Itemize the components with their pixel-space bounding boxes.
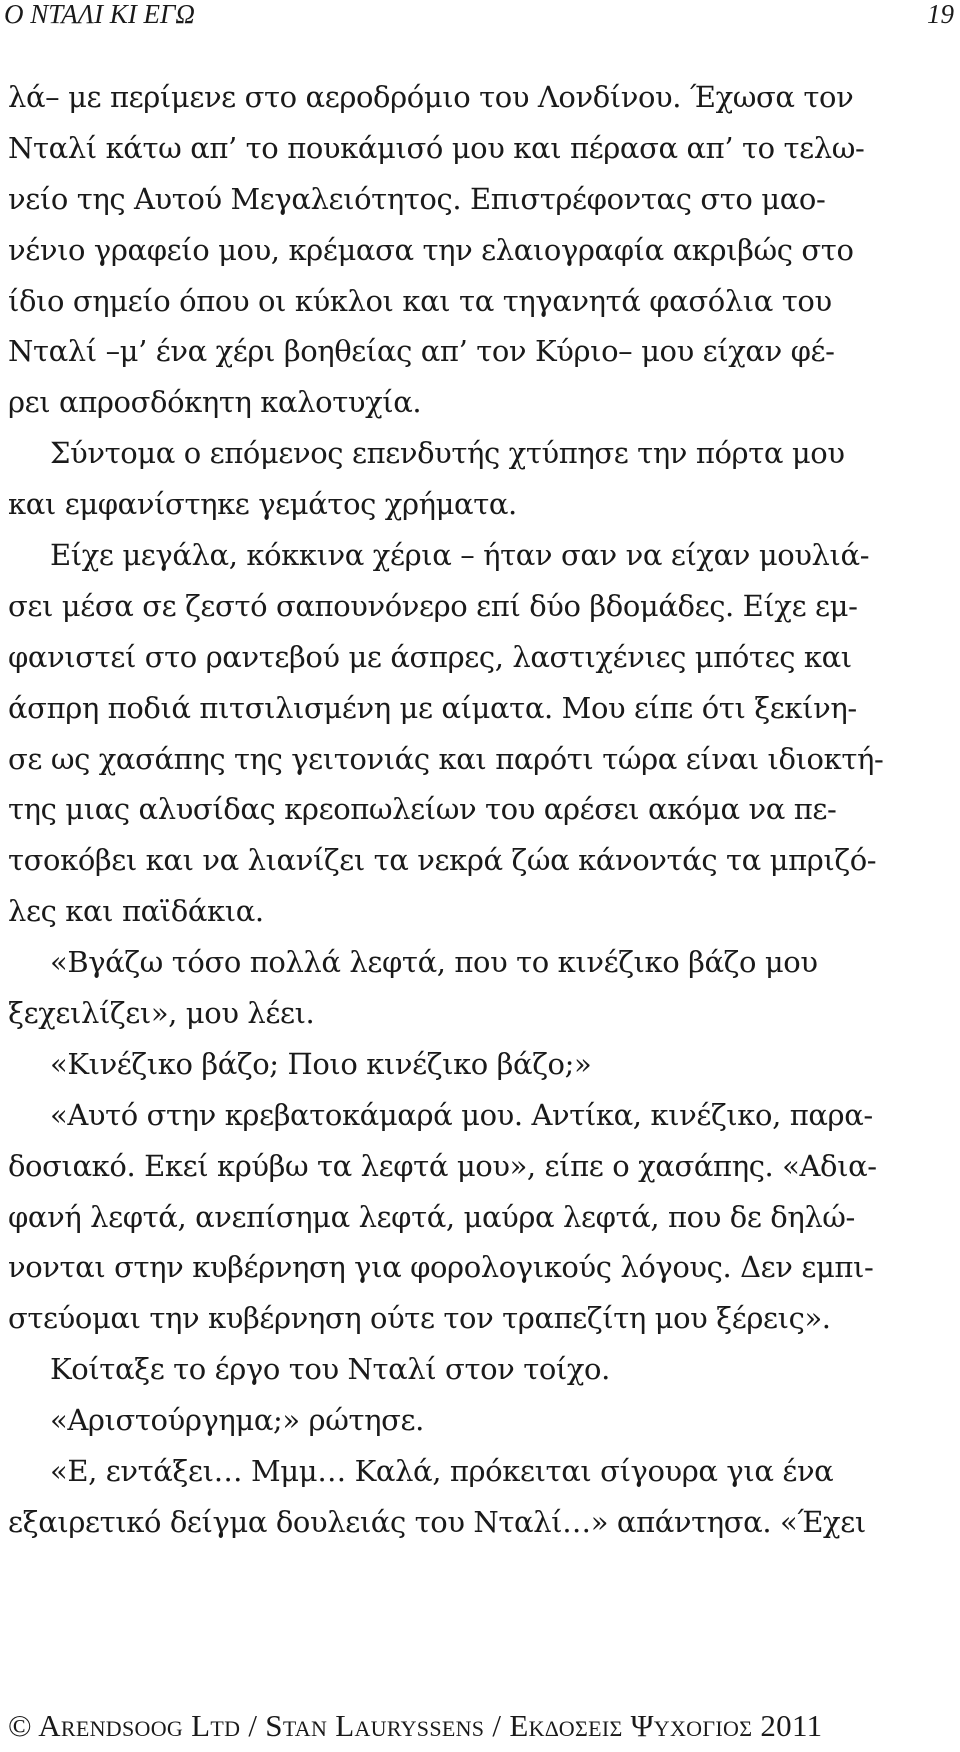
text-line: «Βγάζω τόσο πολλά λεφτά, που το κινέζικο βάζο μου (50, 945, 818, 980)
text-line: ίδιο σημείο όπου οι κύκλοι και τα τηγανητά φασόλια του (8, 283, 832, 318)
text-line: εξαιρετικό δείγμα δουλειάς του Νταλί…» απάντησα. «Έχει (8, 1504, 866, 1539)
running-header (4, 0, 954, 34)
text-line: της μιας αλυσίδας κρεοπωλείων του αρέσει ακόμα να πε- (8, 792, 837, 827)
text-line: «Αυτό στην κρεβατοκάμαρά μου. Αντίκα, κινέζικο, παρα- (50, 1097, 873, 1132)
text-line: τσοκόβει και να λιανίζει τα νεκρά ζώα κάνοντάς τα μπριζό- (8, 843, 877, 878)
text-line: δοσιακό. Εκεί κρύβω τα λεφτά μου», είπε ο χασάπης. «Αδια- (8, 1148, 877, 1183)
body-text (8, 72, 956, 1548)
text-line: Νταλί –μ’ ένα χέρι βοηθείας απ’ τον Κύριο– μου είχαν φέ- (8, 334, 835, 369)
text-line: «Ε, εντάξει… Μμμ… Καλά, πρόκειται σίγουρα για ένα (50, 1454, 834, 1489)
running-title: Ο ΝΤΑΛΙ ΚΙ ΕΓΩ (4, 0, 195, 29)
text-line: «Αριστούργημα;» ρώτησε. (50, 1403, 424, 1438)
text-line: Νταλί κάτω απ’ το πουκάμισό μου και πέρασα απ’ το τελω- (8, 130, 865, 165)
text-line: άσπρη ποδιά πιτσιλισμένη με αίματα. Μου είπε ότι ξεκίνη- (8, 690, 857, 725)
text-line: Κοίταξε το έργο του Νταλί στον τοίχο. (50, 1352, 610, 1387)
text-line: νένιο γραφείο μου, κρέμασα την ελαιογραφία ακριβώς στο (8, 232, 854, 267)
text-line: «Κινέζικο βάζο; Ποιο κινέζικο βάζο;» (50, 1046, 592, 1081)
text-line: νείο της Αυτού Μεγαλειότητος. Επιστρέφοντας στο μαο- (8, 181, 826, 216)
text-line: Σύντομα ο επόμενος επενδυτής χτύπησε την πόρτα μου (50, 436, 845, 471)
text-line: νονται στην κυβέρνηση για φορολογικούς λόγους. Δεν εμπι- (8, 1250, 874, 1285)
text-line: φανιστεί στο ραντεβού με άσπρες, λαστιχένιες μπότες και (8, 639, 852, 674)
text-line: στεύομαι την κυβέρνηση ούτε τον τραπεζίτη μου ξέρεις». (8, 1301, 831, 1336)
text-line: λά– με περίμενε στο αεροδρόμιο του Λονδίνου. Έχωσα τον (8, 80, 854, 114)
text-line: ξεχειλίζει», μου λέει. (8, 996, 315, 1031)
text-line: και εμφανίστηκε γεμάτος χρήματα. (8, 487, 517, 522)
text-line: λες και παϊδάκια. (8, 894, 264, 929)
text-line: φανή λεφτά, ανεπίσημα λεφτά, μαύρα λεφτά, που δε δηλώ- (8, 1199, 855, 1234)
copyright-footer: © Arendsoog Ltd / Stan Lauryssens / Εκδοσεις Ψυχογιος 2011 (8, 1708, 823, 1743)
page-number: 19 (927, 0, 954, 29)
text-line: σε ως χασάπης της γειτονιάς και παρότι τώρα είναι ιδιοκτή- (8, 741, 884, 776)
text-line: ρει απροσδόκητη καλοτυχία. (8, 385, 422, 420)
text-line: σει μέσα σε ζεστό σαπουνόνερο επί δύο βδομάδες. Είχε εμ- (8, 588, 858, 623)
text-line: Είχε μεγάλα, κόκκινα χέρια – ήταν σαν να είχαν μουλιά- (50, 538, 870, 573)
